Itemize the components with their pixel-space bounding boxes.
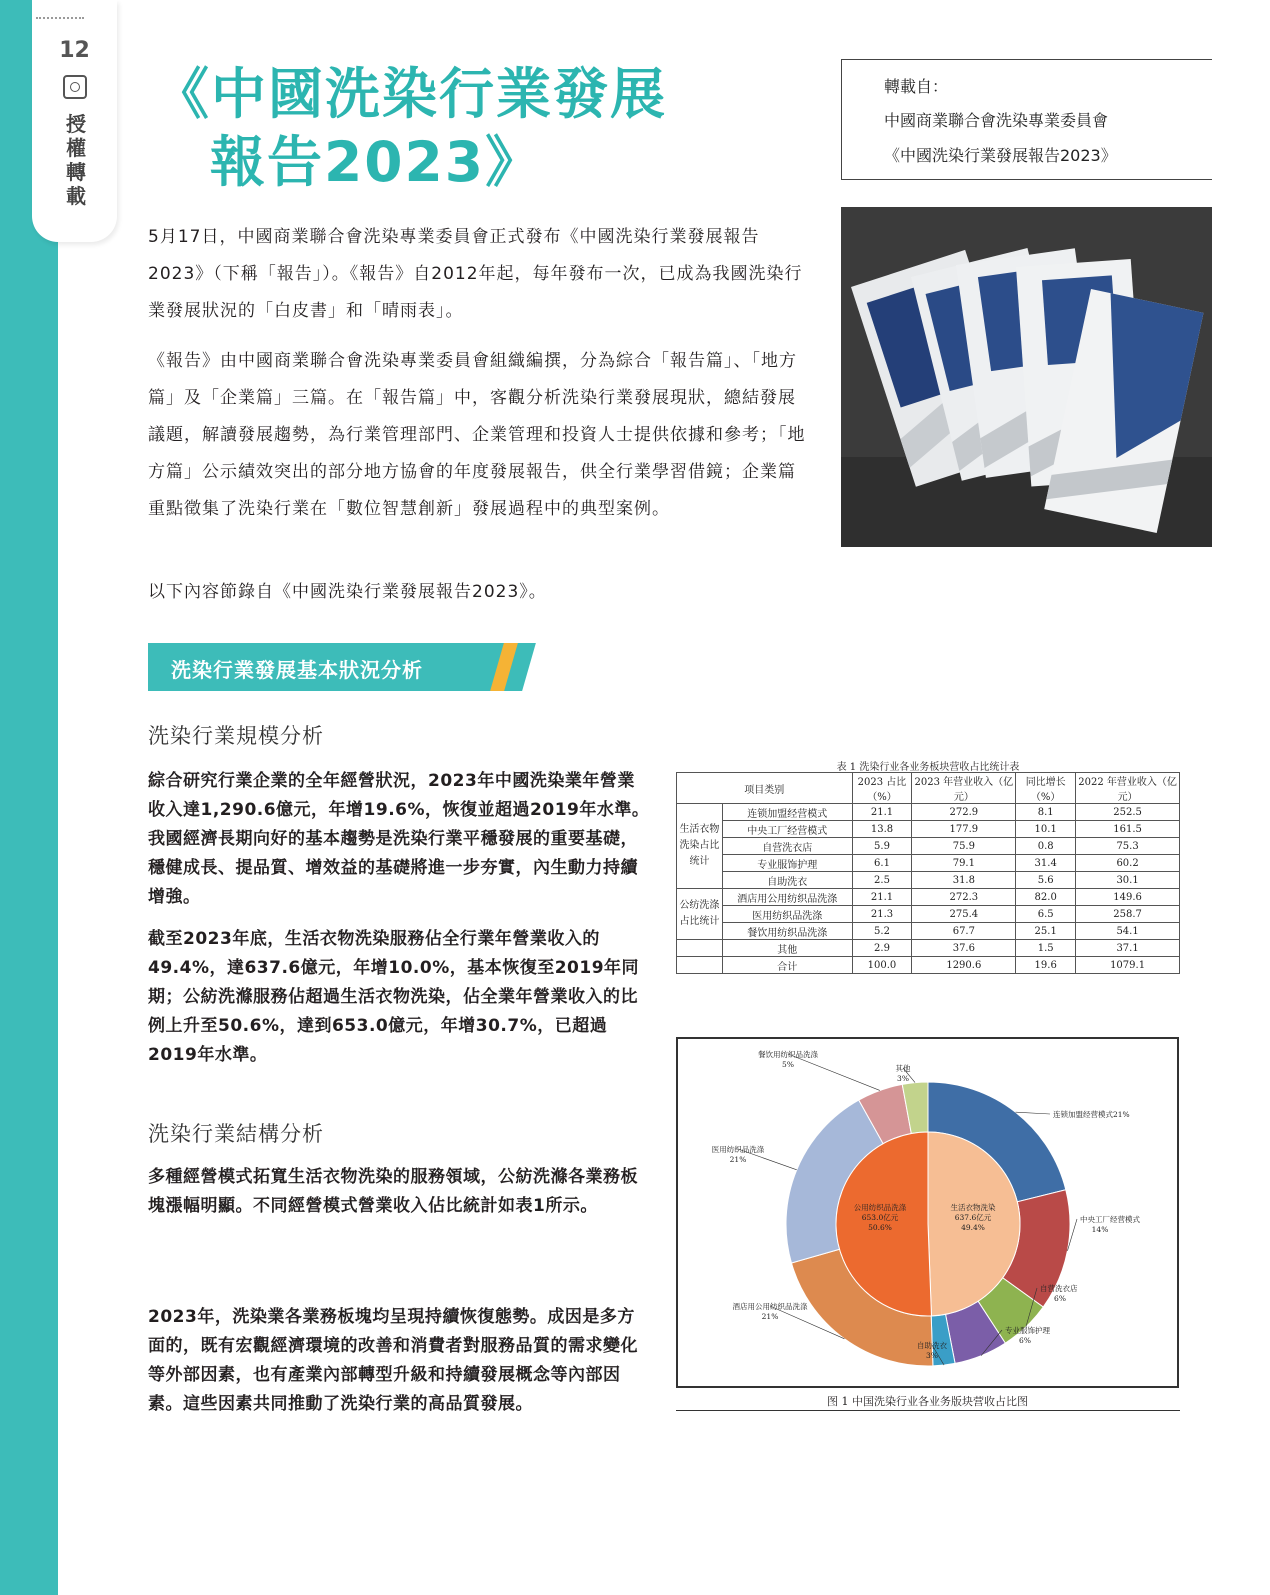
table-cell: 149.6: [1076, 889, 1180, 906]
table-cell: 67.7: [912, 923, 1016, 940]
table-row: [677, 855, 1180, 872]
pie-inner-pct: 50.6%: [868, 1223, 892, 1232]
table-group-household: 生活衣物洗染占比统计: [677, 804, 723, 889]
pie-outer-pct: 21%: [761, 1312, 779, 1321]
table-row-total: [677, 957, 1180, 974]
table-row: [677, 906, 1180, 923]
table-cell: 酒店用公用纺织品洗涤: [722, 889, 852, 906]
intro-paragraph-2: 《報告》由中國商業聯合會洗染專業委員會組織編撰，分為綜合「報告篇」、「地方篇」及「企業篇」三篇。在「報告篇」中，客觀分析洗染行業發展現狀，總結發展議題，解讀發展趨勢，為行業管理部門、企業管理和投資人士提供依據和參考；「地方篇」公示績效突出的部分地方協會的年度發展報告，供全行業學習借鏡；企業篇重點徵集了洗染行業在「數位智慧創新」發展過程中的典型案例。: [148, 351, 806, 519]
table-cell: 8.1: [1016, 804, 1076, 821]
table-cell: 连锁加盟经营模式: [722, 804, 852, 821]
table-header-share: 2023 占比（%）: [852, 773, 912, 804]
pie-leader-line: [788, 1054, 880, 1090]
table-cell: 1079.1: [1076, 957, 1180, 974]
table-cell: 37.6: [912, 940, 1016, 957]
table-cell: 1.5: [1016, 940, 1076, 957]
table-row: [677, 804, 1180, 821]
pie-outer-pct: 5%: [782, 1060, 794, 1069]
table-row: [677, 940, 1180, 957]
table-cell: 合计: [722, 957, 852, 974]
pie-outer-pct: 6%: [1019, 1336, 1031, 1345]
pie-chart-frame: [676, 1037, 1179, 1388]
section-banner-text: 洗染行業發展基本狀況分析: [171, 658, 423, 682]
table-title: 表 1 洗染行业各业务板块营收占比统计表: [836, 762, 1020, 773]
table-cell: 31.4: [1016, 855, 1076, 872]
table-header-revenue-2022: 2022 年营业收入（亿元）: [1076, 773, 1180, 804]
section-banner: [148, 643, 508, 691]
table-row: [677, 889, 1180, 906]
pie-outer-label: 餐饮用纺织品洗涤: [758, 1050, 818, 1059]
pie-inner-amount: 653.0亿元: [861, 1213, 899, 1222]
section-label: 授權轉載: [66, 112, 86, 208]
table-header-revenue-2023: 2023 年营业收入（亿元）: [912, 773, 1016, 804]
revenue-table: [676, 772, 1180, 974]
table-cell: 0.8: [1016, 838, 1076, 855]
table-cell: 1290.6: [912, 957, 1016, 974]
table-cell: 5.2: [852, 923, 912, 940]
pie-outer-label: 专业服饰护理: [1005, 1326, 1050, 1335]
table-header-category: 项目类别: [677, 773, 853, 804]
table-cell: 21.1: [852, 889, 912, 906]
pie-inner-label: 公用纺织品洗涤: [853, 1203, 907, 1212]
table-cell: 272.9: [912, 804, 1016, 821]
table-cell: 5.9: [852, 838, 912, 855]
pie-outer-pct: 6%: [1054, 1294, 1066, 1303]
pie-outer-pct: 21%: [729, 1155, 747, 1164]
title-line-2: 報告2023》: [210, 130, 543, 194]
table-cell: 31.8: [912, 872, 1016, 889]
pie-inner-pct: 49.4%: [961, 1223, 985, 1232]
table-cell: 75.9: [912, 838, 1016, 855]
pie-outer-label: 医用纺织品洗涤: [711, 1145, 765, 1154]
source-box: [841, 59, 1212, 180]
table-cell: 21.1: [852, 804, 912, 821]
structure-paragraph-2: 2023年，洗染業各業務板塊均呈現持續恢復態勢。成因是多方面的，既有宏觀經濟環境的改善和消費者對服務品質的需求變化等外部因素，也有產業內部轉型升級和持續發展概念等內部因素。這些因素共同推動了洗染行業的高品質發展。: [148, 1307, 638, 1414]
pie-inner-label: 生活衣物洗染: [950, 1203, 996, 1212]
structure-heading: 洗染行業結構分析: [148, 1122, 324, 1146]
table-cell: 37.1: [1076, 940, 1180, 957]
table-cell: 252.5: [1076, 804, 1180, 821]
intro-paragraph-3: 以下內容節錄自《中國洗染行業發展報告2023》。: [148, 582, 547, 602]
page-title: [154, 60, 667, 196]
table-row: [677, 821, 1180, 838]
table-cell: 医用纺织品洗涤: [722, 906, 852, 923]
pie-caption: 图 1 中国洗染行业各业务版块营收占比图: [827, 1395, 1028, 1408]
table-cell: 6.1: [852, 855, 912, 872]
table-header-growth: 同比增长（%）: [1016, 773, 1076, 804]
structure-paragraph-1: 多種經營模式拓寬生活衣物洗染的服務領域，公紡洗滌各業務板塊漲幅明顯。不同經營模式營業收入佔比統計如表1所示。: [148, 1167, 638, 1216]
table-cell: 25.1: [1016, 923, 1076, 940]
chat-bubble-icon: [63, 75, 87, 99]
source-org: 中國商業聯合會洗染專業委員會: [884, 111, 1109, 130]
table-cell: 100.0: [852, 957, 912, 974]
intro-paragraph-1: 5月17日，中國商業聯合會洗染專業委員會正式發布《中國洗染行業發展報告2023》（下稱「報告」）。《報告》自2012年起，每年發布一次，已成為我國洗染行業發展狀況的「白皮書」和「晴雨表」。: [148, 227, 803, 321]
title-line-1: 《中國洗染行業發展: [154, 62, 668, 126]
report-books-photo: [841, 207, 1212, 547]
pie-outer-pct: 3%: [897, 1074, 909, 1083]
table-cell: 2.5: [852, 872, 912, 889]
table-cell: 21.3: [852, 906, 912, 923]
table-cell: 60.2: [1076, 855, 1180, 872]
pie-outer-label: 自助洗衣: [917, 1341, 947, 1350]
pie-outer-label: 其他: [895, 1064, 911, 1073]
table-cell: 19.6: [1016, 957, 1076, 974]
page-number: 12: [59, 38, 90, 63]
table-cell: 82.0: [1016, 889, 1076, 906]
caption-rule: [676, 1410, 1180, 1411]
table-cell: 79.1: [912, 855, 1016, 872]
table-cell: 5.6: [1016, 872, 1076, 889]
table-cell: 中央工厂经营模式: [722, 821, 852, 838]
table-cell: 餐饮用纺织品洗涤: [722, 923, 852, 940]
table-cell: 自助洗衣: [722, 872, 852, 889]
pie-outer-pct: 3%: [926, 1351, 938, 1360]
table-row: [677, 838, 1180, 855]
table-cell: 10.1: [1016, 821, 1076, 838]
source-book: 《中國洗染行業發展報告2023》: [884, 146, 1117, 165]
pie-outer-label: 中央工厂经营模式: [1080, 1215, 1140, 1224]
pie-outer-label: 连锁加盟经营模式21%: [1053, 1110, 1130, 1119]
pie-outer-label: 自营洗衣店: [1040, 1284, 1078, 1293]
source-label: 轉載自：: [884, 77, 949, 96]
pie-outer-label: 酒店用公用纺织品洗涤: [732, 1302, 808, 1311]
table-cell: 自营洗衣店: [722, 838, 852, 855]
table-cell: 272.3: [912, 889, 1016, 906]
scale-heading: 洗染行業規模分析: [148, 724, 324, 748]
table-row: [677, 872, 1180, 889]
pie-leader-line: [1015, 1112, 1050, 1114]
table-cell: 161.5: [1076, 821, 1180, 838]
pie-chart: [678, 1039, 1177, 1386]
table-cell: 54.1: [1076, 923, 1180, 940]
table-cell: 2.9: [852, 940, 912, 957]
table-cell: 其他: [722, 940, 852, 957]
table-cell: 6.5: [1016, 906, 1076, 923]
table-group-public: 公纺洗涤占比统计: [677, 889, 723, 940]
pie-outer-pct: 14%: [1091, 1225, 1109, 1234]
table-cell: 专业服饰护理: [722, 855, 852, 872]
tab-dash-divider: [36, 17, 84, 19]
table-cell: 177.9: [912, 821, 1016, 838]
pie-inner-amount: 637.6亿元: [954, 1213, 992, 1222]
table-cell: 75.3: [1076, 838, 1180, 855]
table-cell: 275.4: [912, 906, 1016, 923]
table-cell: 258.7: [1076, 906, 1180, 923]
table-row: [677, 923, 1180, 940]
table-cell: 30.1: [1076, 872, 1180, 889]
scale-paragraph-1: 綜合研究行業企業的全年經營狀況，2023年中國洗染業年營業收入達1,290.6億元，年增19.6%，恢復並超過2019年水準。我國經濟長期向好的基本趨勢是洗染行業平穩發展的重要基礎，穩健成長、提品質、增效益的基礎將進一步夯實，內生動力持續增強。: [148, 771, 650, 907]
table-cell: 13.8: [852, 821, 912, 838]
scale-paragraph-2: 截至2023年底，生活衣物洗染服務佔全行業年營業收入的49.4%，達637.6億元，年增10.0%，基本恢復至2019年同期；公紡洗滌服務佔超過生活衣物洗染，佔全業年營業收入的比例上升至50.6%，達到653.0億元，年增30.7%，已超過2019年水準。: [148, 929, 640, 1065]
